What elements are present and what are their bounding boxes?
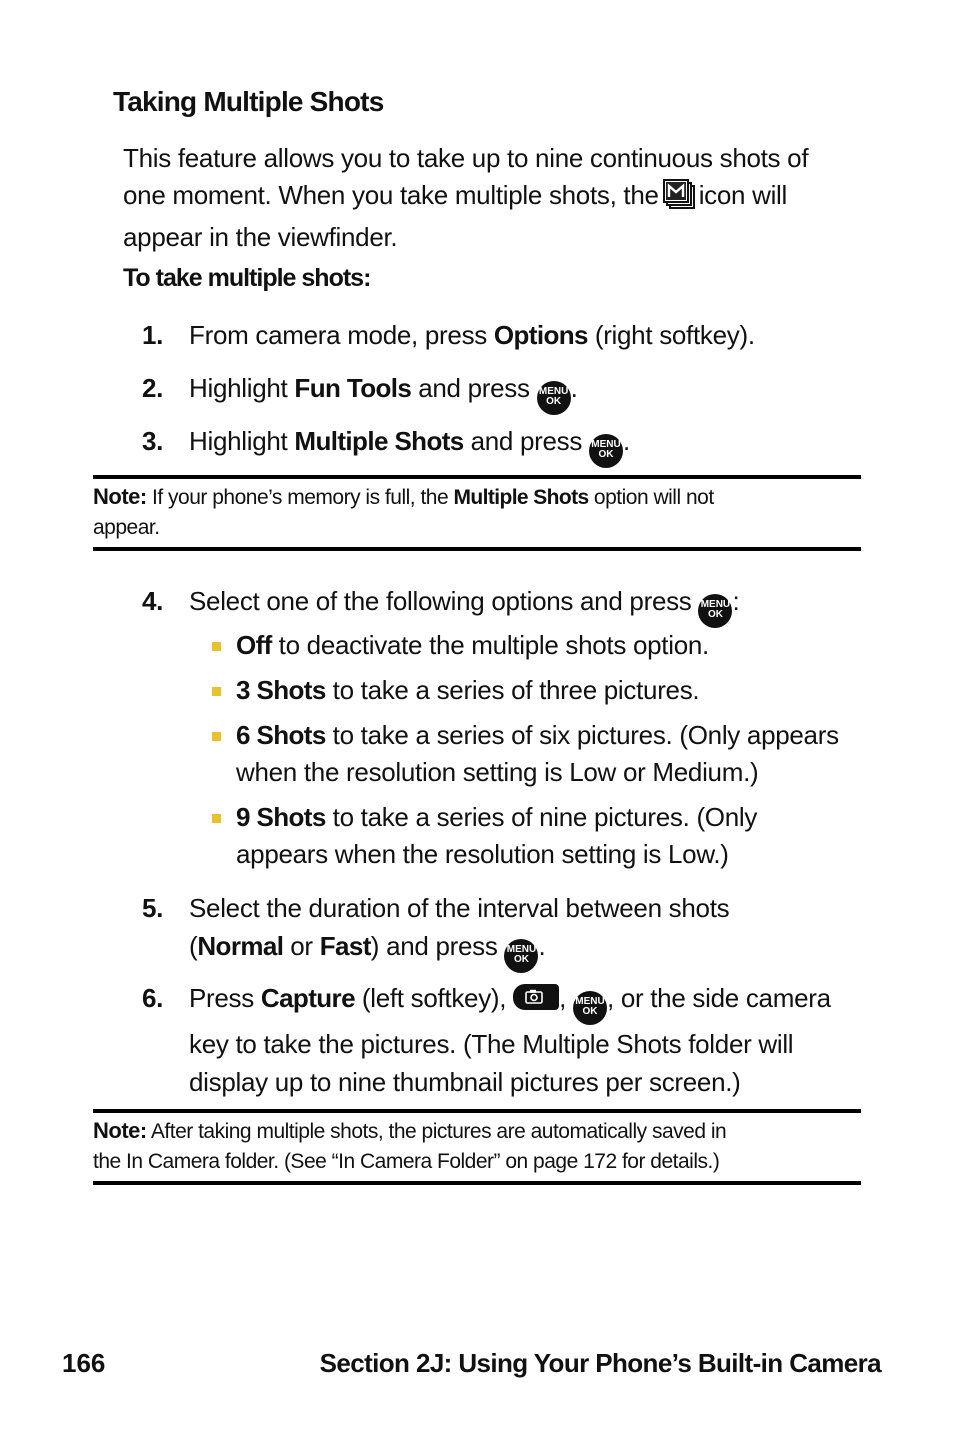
step-text-pre: From camera mode, press [189,320,494,350]
menu-ok-top-text: MENU [591,439,621,450]
bullet-square-icon [212,687,221,696]
capture-softkey-label: Capture [260,983,355,1013]
menu-ok-icon [573,991,607,1025]
note-memory-full [93,475,861,551]
bullet-square-icon [212,732,221,741]
intro-line-3: appear in the viewfinder. [123,222,398,252]
step-text [189,979,869,1101]
menu-ok-icon [504,939,538,973]
note-line-2: the In Camera folder. (See “In Camera Folder” on page 172 for details.) [93,1150,720,1173]
step-number: 4. [142,586,164,616]
multiple-shots-label: Multiple Shots [294,426,464,456]
step-text-mid: (left softkey), [354,983,514,1013]
note-text-post: option will not [588,486,714,509]
multiple-shots-icon [662,178,696,220]
step-text-post: ) and press [370,931,505,961]
menu-ok-top-text: MENU [506,944,537,955]
step-text-pre: Press [189,983,261,1013]
note-line-1: After taking multiple shots, the pictures are automatically saved in [146,1120,727,1143]
step-text-line-1: Select the duration of the interval between shots [189,893,730,923]
option-desc-line-2: when the resolution setting is Low or Medium.) [236,757,759,787]
step-text-line-3: display up to nine thumbnail pictures per screen.) [189,1067,741,1097]
step-number: 5. [142,893,164,923]
menu-ok-icon [698,594,732,628]
step-number: 3. [142,426,164,456]
section-title: Section 2J: Using Your Phone’s Built-in Camera [319,1348,881,1378]
step-text-end: : [732,586,740,616]
menu-ok-bottom-text: OK [546,396,562,407]
intro-paragraph [123,140,863,256]
intro-line-2 [123,177,863,220]
bullet-square-icon [212,642,221,651]
page-number: 166 [62,1348,106,1378]
menu-ok-bottom-text: OK [582,1006,598,1017]
step-text-end: . [623,426,630,456]
camera-softkey-icon [513,984,559,1010]
step-text [189,316,869,354]
bullet-square-icon [212,814,221,823]
note-label: Note: [93,1118,147,1143]
option-name: 3 Shots [236,675,326,705]
step-text-pre: Select one of the following options and press [189,586,699,616]
intro-line-1: This feature allows you to take up to nine continuous shots of [123,143,809,173]
step-text-post: (right softkey). [587,320,755,350]
note-line-2: appear. [93,516,160,539]
step-text-line-2: key to take the pictures. (The Multiple Shots folder will [189,1029,794,1059]
option-name: Off [236,630,272,660]
menu-ok-bottom-text: OK [707,609,723,620]
fast-label: Fast [319,931,371,961]
option-desc: to take a series of six pictures. (Only appears [325,720,839,750]
option-desc: to take a series of nine pictures. (Only [325,802,758,832]
step-text-post: and press [463,426,590,456]
step-text [189,369,869,415]
step-text [189,582,869,628]
intro-line-2-post: icon will [698,179,788,210]
menu-ok-top-text: MENU [538,386,569,397]
options-softkey-label: Options [493,320,588,350]
step-text-end: . [538,931,546,961]
option-desc-line-2: appears when the resolution setting is Low.) [236,839,729,869]
fun-tools-label: Fun Tools [294,373,412,403]
procedure-subheading: To take multiple shots: [123,264,371,292]
step-text-pre: Highlight [189,426,295,456]
step-number: 1. [142,320,164,350]
note-bold-option: Multiple Shots [453,486,589,509]
step-text [189,422,869,468]
section-heading: Taking Multiple Shots [113,86,384,117]
step-text-or: or [283,931,320,961]
step-number: 6. [142,983,164,1013]
step-text-post: , or the side camera [606,983,831,1013]
step-text-end: . [570,373,578,403]
menu-ok-icon [537,381,571,415]
note-auto-saved [93,1109,861,1185]
option-name: 9 Shots [236,802,326,832]
menu-ok-bottom-text: OK [598,449,614,460]
option-name: 6 Shots [236,720,326,750]
menu-ok-icon [589,434,623,468]
step-text [189,889,869,973]
note-text-pre: If your phone’s memory is full, the [146,486,454,509]
menu-ok-top-text: MENU [575,996,605,1007]
menu-ok-top-text: MENU [700,599,731,610]
note-label: Note: [93,484,147,509]
option-desc: to take a series of three pictures. [325,675,700,705]
step-number: 2. [142,373,164,403]
step-text-comma: , [559,983,573,1013]
step-text-pre: Highlight [189,373,295,403]
intro-line-2-pre: one moment. When you take multiple shots, the [123,179,659,210]
step-text-post: and press [411,373,537,403]
option-desc: to deactivate the multiple shots option. [271,630,709,660]
menu-ok-bottom-text: OK [513,954,529,965]
normal-label: Normal [197,931,284,961]
step-text-open: ( [189,931,198,961]
